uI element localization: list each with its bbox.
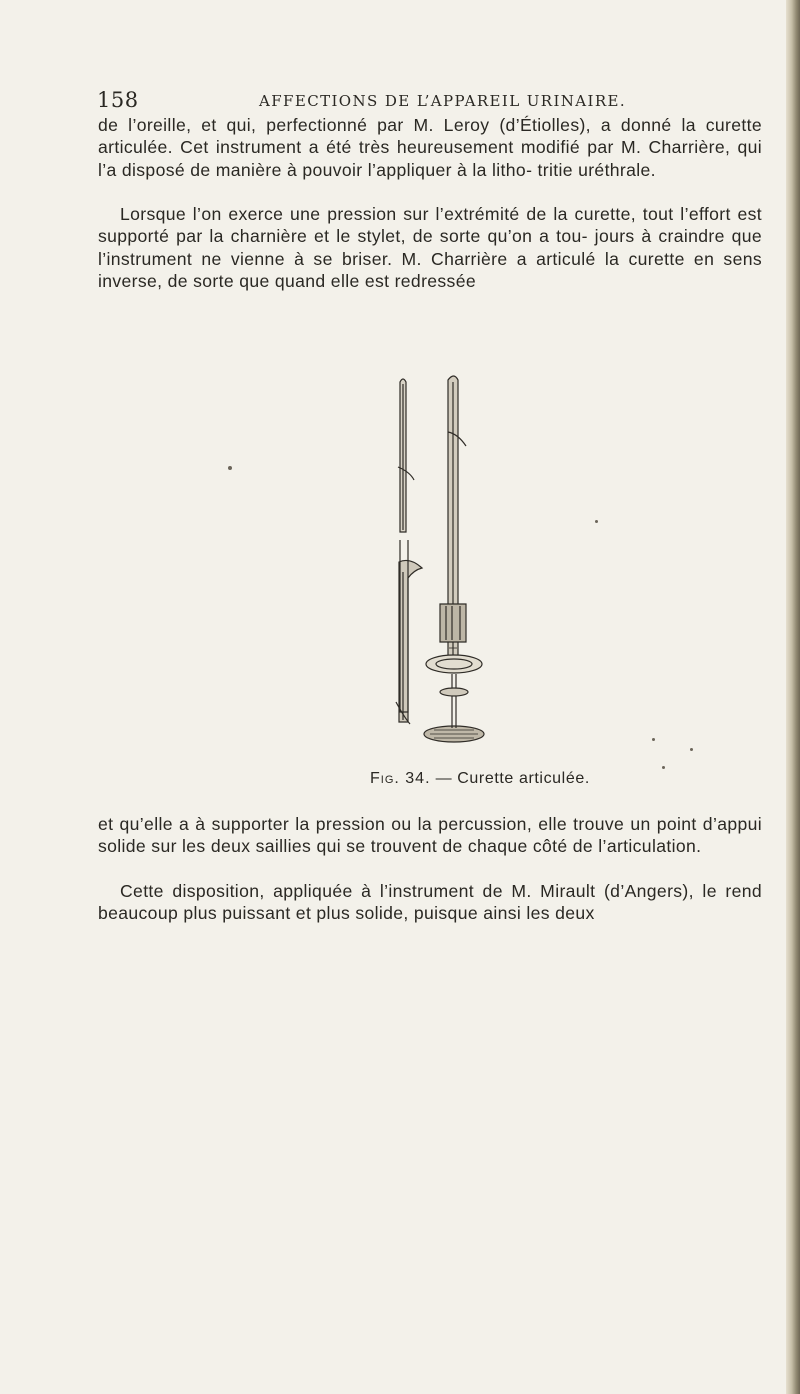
paper-speck [662, 766, 665, 769]
paper-speck [595, 520, 598, 523]
figure-label: Fig. 34. [370, 770, 431, 787]
paragraph-3: et qu’elle a à supporter la pression ou la percussion, elle trouve un point d’appui solide sur les deux saillies qui se trouvent de chaque côté de l’articulation. [98, 814, 762, 857]
paper-speck [228, 466, 232, 470]
paper-speck [690, 748, 693, 751]
page-number: 158 [97, 88, 139, 112]
figure-illustration [370, 372, 510, 754]
figure-caption-separator: — [435, 770, 458, 787]
paragraph-1: de l’oreille, et qui, perfectionné par M. Leroy (d’Étiolles), a donné la curette articulée. Cet instrument a été très heureusement modifié par M. Charrière, qui l’a disposé de manière à pouvoir l’appliquer à la litho- tritie uréthrale. [98, 115, 762, 180]
paragraph-2: Lorsque l’on exerce une pression sur l’extrémité de la curette, tout l’effort est supporté par la charnière et le stylet, de sorte qu’on a tou- jours à craindre que l’instrument ne vienne à se briser. M. Charrière a articulé la curette en sens inverse, de sorte que quand elle est redressée [98, 204, 762, 291]
paragraph-4: Cette disposition, appliquée à l’instrument de M. Mirault (d’Angers), le rend beaucoup plus puissant et plus solide, puisque ainsi les deux [98, 881, 762, 924]
page-edge-shadow [786, 0, 800, 1394]
curette-engraving [370, 372, 510, 754]
running-head: AFFECTIONS DE L’APPAREIL URINAIRE. [259, 92, 627, 110]
paper-speck [652, 738, 655, 741]
figure-caption [370, 770, 590, 788]
page-header [97, 88, 777, 116]
figure-caption-text: Curette articulée. [457, 770, 590, 787]
